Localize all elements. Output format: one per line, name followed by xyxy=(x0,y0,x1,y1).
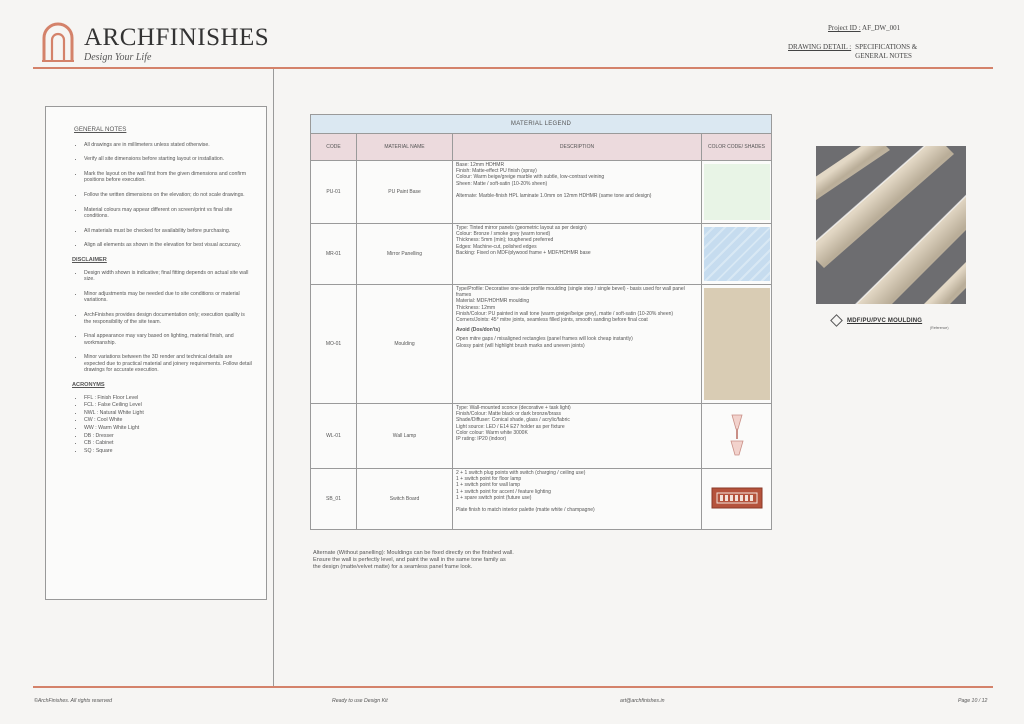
column-divider xyxy=(273,69,274,686)
list-item: • FCL : False Ceiling Level xyxy=(84,402,252,409)
list-item: • NWL : Natural White Light xyxy=(84,410,252,417)
list-item: • Minor variations between the 3D render and technical details are expected due to practical material and joinery requirements. Follow detail drawings for accurate execution. xyxy=(84,354,252,374)
footer-rule xyxy=(33,686,993,688)
alternate-note-line: the design (matte/velvet matte) for a seamless panel frame look. xyxy=(313,564,473,570)
material-code: MR-01 xyxy=(311,224,357,285)
color-swatch-cell xyxy=(702,404,772,469)
drawing-detail xyxy=(788,43,988,61)
color-swatch-cell xyxy=(702,161,772,224)
moulding-swatch xyxy=(704,288,770,400)
table-row xyxy=(311,285,772,404)
list-item: • Material colours may appear different on screen/print vs final site conditions. xyxy=(84,207,252,220)
moulding-desc: Type/Profile: Decorative one-side profile moulding (single step / single bevel) - basis used for wall panel frames Material: MDF/HDHMR moulding Thickness: 12mm Finish/Colour: PU painted in wall tone (warm greige/beige grey), matte / soft-satin (10-20% sheen) Corners/Joints: 45° mitre joints, seamless filled joints, smooth sanding before final coat xyxy=(456,286,685,324)
material-code: WL-01 xyxy=(311,404,357,469)
drawing-title: SPECIFICATIONS & GENERAL NOTES xyxy=(855,43,918,60)
list-item: • CW : Cool White xyxy=(84,417,252,424)
column-header-description: DESCRIPTION xyxy=(453,134,702,161)
project-id-value: AF_DW_001 xyxy=(862,24,901,32)
column-header-code: CODE xyxy=(311,134,357,161)
list-item: • CB : Cabinet xyxy=(84,440,252,447)
pu-paint-swatch xyxy=(704,164,770,220)
material-name: Wall Lamp xyxy=(357,404,453,469)
material-description: Type: Wall-mounted sconce (decorative + task light) Finish/Colour: Matte black or dark bronze/brass Shade/Diffuser: Conical shade, glass / acrylic/fabric Light source: LED / E14 E27 holder as per fixture Color colour: Warm white 3000K IP rating: IP20 (indoor) xyxy=(453,404,702,469)
material-code: SB_01 xyxy=(311,469,357,530)
footer-email: art@archfinishes.in xyxy=(620,698,665,704)
column-header-color: COLOR CODE/ SHADES xyxy=(702,134,772,161)
alternate-note xyxy=(313,550,514,571)
color-swatch-cell xyxy=(702,285,772,404)
material-name: Moulding xyxy=(357,285,453,404)
legend-title: MATERIAL LEGEND xyxy=(311,115,772,134)
moulding-photo xyxy=(816,146,966,304)
notes-panel xyxy=(45,106,267,600)
list-item: • Verify all site dimensions before starting layout or installation. xyxy=(84,156,252,163)
color-swatch-cell xyxy=(702,224,772,285)
moulding-avoid-desc: Open mitre gaps / misaligned rectangles (panel frames will look cheap instantly) Glossy paint (will highlight brush marks and uneven joints) xyxy=(456,336,633,349)
footer-kit-label: Ready to use Design Kit xyxy=(332,698,388,704)
arch-logo-icon xyxy=(40,20,76,62)
project-label: Project ID : xyxy=(828,24,861,32)
project-id xyxy=(828,24,900,32)
disclaimer-title: DISCLAIMER xyxy=(72,256,107,263)
list-item: • Align all elements as shown in the elevation for best visual accuracy. xyxy=(84,242,252,249)
list-item: • ArchFinishes provides design documentation only; execution quality is the responsibility of the site team. xyxy=(84,312,252,325)
list-item: • Final appearance may vary based on lighting, material finish, and workmanship. xyxy=(84,333,252,346)
material-name: Switch Board xyxy=(357,469,453,530)
list-item: • WW : Warm White Light xyxy=(84,425,252,432)
disclaimer-list xyxy=(74,270,252,375)
list-item: • All materials must be checked for availability before purchasing. xyxy=(84,228,252,235)
switch-board-icon xyxy=(711,487,763,509)
mirror-swatch xyxy=(704,227,770,281)
brand-name: ARCHFINISHES xyxy=(84,24,270,51)
material-legend-table xyxy=(310,114,772,530)
header-rule xyxy=(33,67,993,69)
list-item: • FFL : Finish Floor Level xyxy=(84,395,252,402)
list-item: • Mark the layout on the wall first from the given dimensions and confirm positions before execution. xyxy=(84,171,252,184)
column-header-material: MATERIAL NAME xyxy=(357,134,453,161)
wall-lamp-icon xyxy=(727,413,747,457)
diamond-icon xyxy=(830,314,843,327)
moulding-caption-sub: (Reference) xyxy=(930,326,949,330)
table-row xyxy=(311,469,772,530)
alternate-note-line: Alternate (Without panelling): Mouldings can be fixed directly on the finished wall. xyxy=(313,550,514,556)
material-name: PU Paint Base xyxy=(357,161,453,224)
list-item: • Follow the written dimensions on the elevation; do not scale drawings. xyxy=(84,192,252,199)
color-swatch-cell xyxy=(702,469,772,530)
moulding-caption xyxy=(832,316,922,325)
footer-copyright: ©ArchFinishes. All rights reserved xyxy=(34,698,113,704)
drawing-label: DRAWING DETAIL : xyxy=(788,43,852,51)
footer-page-number: Page 10 / 12 xyxy=(958,698,988,704)
brand-tagline: Design Your Life xyxy=(84,52,152,63)
list-item: • Design width shown is indicative; final fitting depends on actual site wall size. xyxy=(84,270,252,283)
general-notes-list xyxy=(74,142,252,249)
material-description: Base: 12mm HDHMR Finish: Matte-effect PU finish (spray) Colour: Warm beige/greige marble with subtle, low-contrast veining Sheen: Matte / soft-satin (10-20% sheen) Alternate: Marble-finish HPL laminate 1.0mm on 12mm HDHMR (same tone and design) xyxy=(453,161,702,224)
moulding-caption-text: MDF/PU/PVC MOULDING xyxy=(847,318,923,325)
list-item: • All drawings are in millimeters unless stated otherwise. xyxy=(84,142,252,149)
material-description: 2 + 1 switch plug points with switch (charging / ceiling use) 1 + switch point for floor lamp 1 + switch point for wall lamp 1 + switch point for accent / feature lighting 1 + spare switch point (future use) Plate finish to match interior palette (matte white / champagne) xyxy=(453,469,702,530)
moulding-avoid-title: Avoid (Dos/don'ts) xyxy=(456,327,501,334)
material-code: PU-01 xyxy=(311,161,357,224)
material-description xyxy=(453,285,702,404)
general-notes-title: GENERAL NOTES xyxy=(74,126,127,133)
material-name: Mirror Panelling xyxy=(357,224,453,285)
table-row xyxy=(311,224,772,285)
material-code: MO-01 xyxy=(311,285,357,404)
list-item: • Minor adjustments may be needed due to site conditions or material variations. xyxy=(84,291,252,304)
material-description: Type: Tinted mirror panels (geometric layout as per design) Colour: Bronze / smoke grey (warm toned) Thickness: 5mm (min); toughened preferred Edges: Machine-cut, polished edges Backing: Fixed on MDF/plywood frame + MDF/HDHMR base xyxy=(453,224,702,285)
acronyms-title: ACRONYMS xyxy=(72,382,105,389)
acronyms-list xyxy=(74,395,252,455)
list-item: • DB : Dresser xyxy=(84,433,252,440)
list-item: • SQ : Square xyxy=(84,448,252,455)
alternate-note-line: Ensure the wall is perfectly level, and paint the wall in the same tone family as xyxy=(313,557,506,563)
table-row xyxy=(311,404,772,469)
table-row xyxy=(311,161,772,224)
